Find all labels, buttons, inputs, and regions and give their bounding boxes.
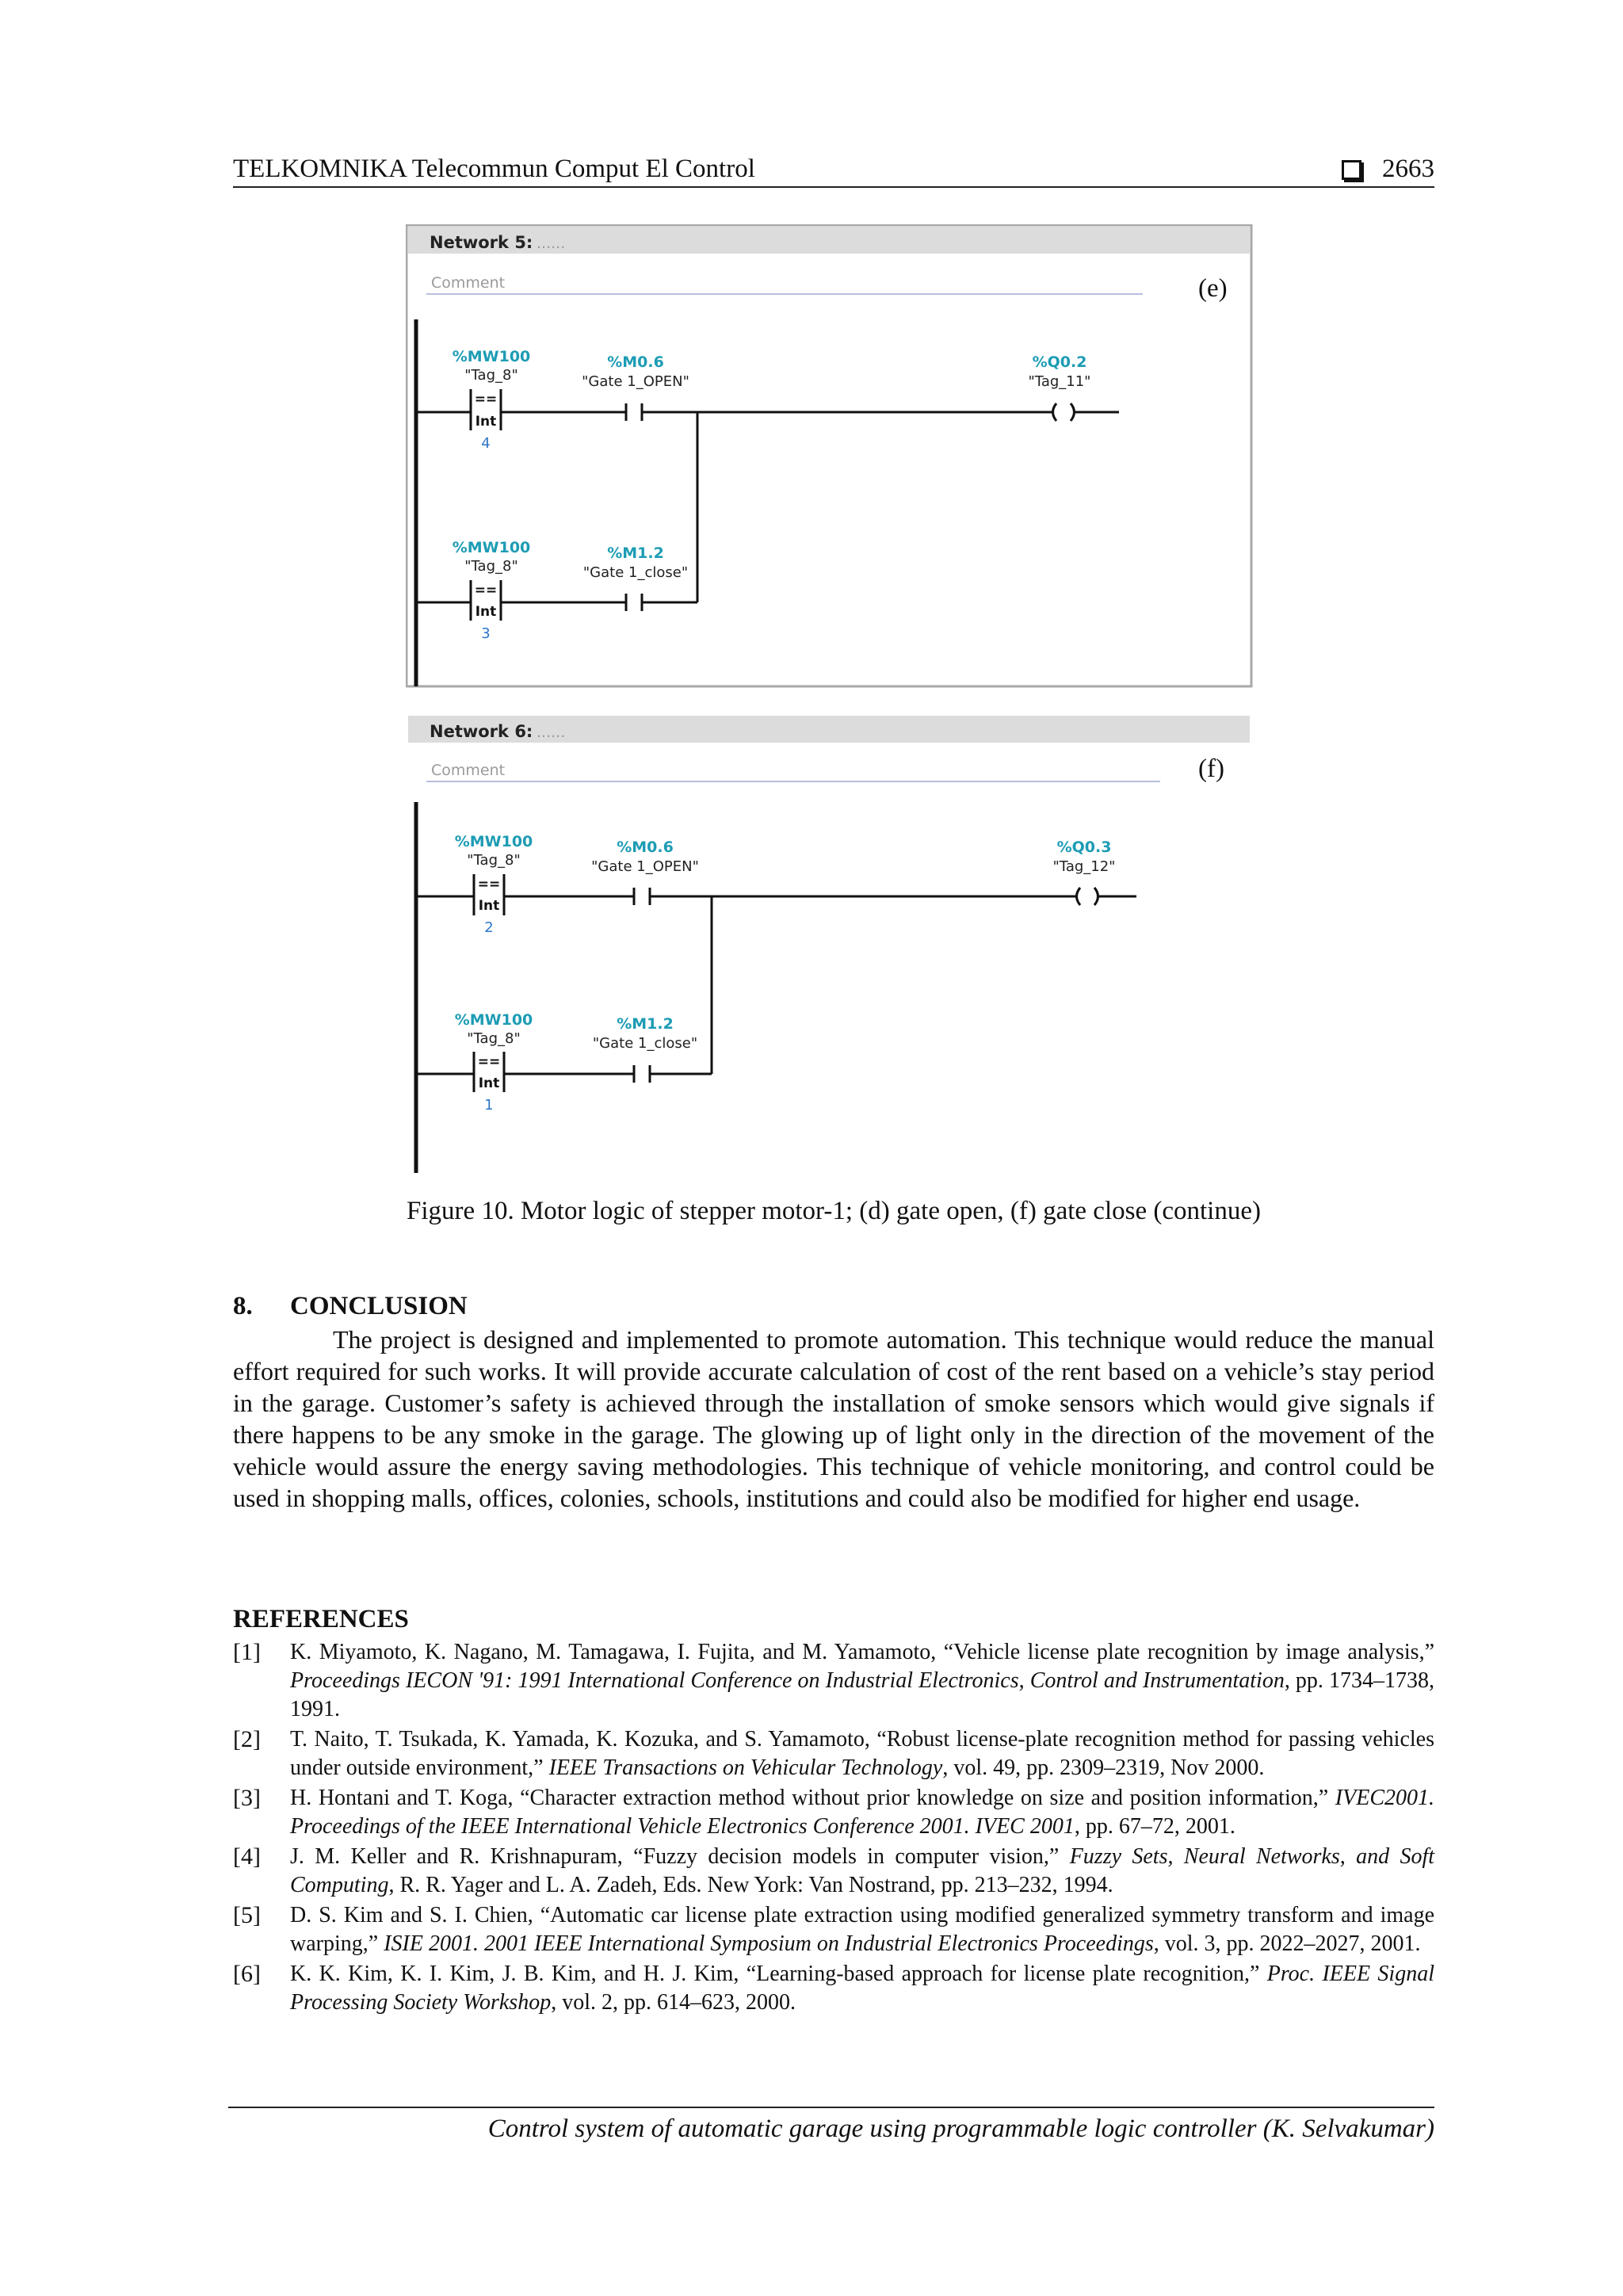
ladder-network-5 bbox=[406, 224, 1270, 692]
compare-type: Int bbox=[475, 604, 497, 620]
network-title: Network 6: bbox=[430, 722, 533, 741]
reference-number: [3] bbox=[233, 1785, 261, 1811]
reference-text: K. K. Kim, K. I. Kim, J. B. Kim, and H. J. Kim, “Learning-based approach for license plate recognition,” bbox=[290, 1962, 1267, 1986]
network-comment: Comment bbox=[431, 274, 506, 292]
running-header bbox=[233, 153, 1434, 188]
contact-tag: %M1.2 bbox=[607, 544, 664, 562]
coil-symbol: "Tag_11" bbox=[1028, 373, 1091, 390]
reference-venue: ISIE 2001. 2001 IEEE International Symposium on Industrial Electronics Proceedings bbox=[384, 1931, 1154, 1956]
reference-number: [1] bbox=[233, 1639, 261, 1665]
contact-symbol: "Gate 1_close" bbox=[582, 564, 689, 581]
contact-tag: %M0.6 bbox=[617, 839, 674, 856]
comment-box bbox=[426, 756, 1171, 781]
reference-venue: Proc. IEEE Signal Processing Society Workshop bbox=[290, 1962, 1434, 2015]
compare-operator: == bbox=[474, 583, 498, 598]
compare-operator: == bbox=[477, 1054, 501, 1070]
reference-item bbox=[233, 1843, 1434, 1900]
network-title: Network 5: bbox=[430, 233, 533, 252]
reference-number: [5] bbox=[233, 1902, 261, 1928]
section-title: CONCLUSION bbox=[290, 1292, 468, 1320]
network-comment: Comment bbox=[431, 762, 506, 779]
contact-symbol: "Gate 1_OPEN" bbox=[591, 858, 699, 875]
comment-box bbox=[426, 269, 1155, 294]
compare-symbol: "Tag_8" bbox=[467, 852, 521, 869]
reference-item bbox=[233, 1960, 1434, 2017]
compare-type: Int bbox=[478, 898, 500, 914]
compare-tag: %MW100 bbox=[454, 833, 533, 850]
reference-venue: IVEC2001. Proceedings of the IEEE International Vehicle Electronics Conference 2001. IVEC 2001 bbox=[290, 1786, 1434, 1839]
reference-venue: Fuzzy Sets, Neural Networks, and Soft Computing bbox=[290, 1844, 1435, 1897]
references-heading: REFERENCES bbox=[233, 1605, 409, 1633]
reference-details: , vol. 2, pp. 614–623, 2000. bbox=[551, 1990, 796, 2015]
coil-left bbox=[1077, 888, 1081, 905]
reference-text: T. Naito, T. Tsukada, K. Yamada, K. Kozuka, and S. Yamamoto, “Robust license-plate recognition method for passing vehicles under outside environment,” bbox=[290, 1727, 1434, 1780]
reference-item bbox=[233, 1784, 1434, 1841]
footer-title: Control system of automatic garage using programmable logic controller (K. Selvakumar) bbox=[487, 2115, 1434, 2143]
subfigure-label-e: (e) bbox=[1198, 274, 1228, 303]
reference-item bbox=[233, 1725, 1434, 1782]
reference-details: , pp. 1734–1738, 1991. bbox=[290, 1668, 1435, 1721]
compare-operator: == bbox=[477, 877, 501, 892]
running-footer bbox=[228, 2107, 1434, 2143]
compare-type: Int bbox=[478, 1075, 500, 1091]
compare-tag: %MW100 bbox=[454, 1011, 533, 1029]
reference-item bbox=[233, 1901, 1434, 1958]
journal-title: TELKOMNIKA Telecommun Comput El Control bbox=[233, 155, 755, 183]
network-title-dots: ...... bbox=[537, 724, 566, 741]
compare-symbol: "Tag_8" bbox=[464, 367, 518, 384]
coil-right bbox=[1094, 888, 1098, 905]
reference-number: [6] bbox=[233, 1961, 261, 1987]
compare-symbol: "Tag_8" bbox=[467, 1030, 521, 1047]
contact-tag: %M1.2 bbox=[617, 1015, 674, 1033]
coil-symbol: "Tag_12" bbox=[1052, 858, 1116, 875]
contact-symbol: "Gate 1_close" bbox=[592, 1035, 698, 1052]
compare-symbol: "Tag_8" bbox=[464, 558, 518, 575]
contact-tag: %M0.6 bbox=[607, 353, 664, 371]
reference-details: , vol. 3, pp. 2022–2027, 2001. bbox=[1153, 1931, 1421, 1956]
coil-tag: %Q0.3 bbox=[1056, 839, 1112, 856]
compare-value: 3 bbox=[481, 625, 491, 642]
network-title-dots: ...... bbox=[537, 235, 566, 252]
reference-text: K. Miyamoto, K. Nagano, M. Tamagawa, I. Fujita, and M. Yamamoto, “Vehicle license plate recognition by image analysis,” bbox=[290, 1640, 1434, 1664]
network-title-bar bbox=[408, 716, 1250, 743]
compare-tag: %MW100 bbox=[452, 539, 531, 556]
section-heading-conclusion bbox=[233, 1292, 1434, 1321]
reference-text: J. M. Keller and R. Krishnapuram, “Fuzzy decision models in computer vision,” bbox=[290, 1844, 1070, 1869]
compare-operator: == bbox=[474, 392, 498, 407]
coil-tag: %Q0.2 bbox=[1032, 353, 1087, 371]
subfigure-label-f: (f) bbox=[1198, 755, 1224, 783]
conclusion-paragraph: The project is designed and implemented to promote automation. This technique would reduce the manual effort required for such works. It will provide accurate calculation of cost of the rent based on a vehicle’s stay period in the garage. Customer’s safety is achieved through the installation of smoke sensors which would give signals if there happens to be any smoke in the garage. The glowing up of light only in the direction of the movement of the vehicle would assure the energy saving methodologies. This technique of vehicle monitoring, and control could be used in shopping malls, offices, colonies, schools, institutions and could also be modified for higher end usage. bbox=[233, 1325, 1434, 1512]
reference-item bbox=[233, 1638, 1434, 1724]
compare-value: 2 bbox=[484, 919, 494, 936]
reference-number: [4] bbox=[233, 1843, 261, 1870]
compare-value: 1 bbox=[484, 1097, 494, 1114]
figure-caption: Figure 10. Motor logic of stepper motor-1; (d) gate open, (f) gate close (continue) bbox=[407, 1197, 1261, 1225]
reference-details: , R. R. Yager and L. A. Zadeh, Eds. New York: Van Nostrand, pp. 213–232, 1994. bbox=[388, 1873, 1113, 1897]
reference-list bbox=[233, 1638, 1434, 2019]
reference-number: [2] bbox=[233, 1726, 261, 1752]
reference-text: D. S. Kim and S. I. Chien, “Automatic car license plate extraction using modified generalized symmetry transform and image warping,” bbox=[290, 1903, 1434, 1956]
page-number: 2663 bbox=[1382, 155, 1434, 183]
section-number: 8. bbox=[233, 1292, 253, 1320]
network-title-bar bbox=[408, 227, 1250, 254]
reference-venue: IEEE Transactions on Vehicular Technology bbox=[548, 1755, 943, 1780]
contact-symbol: "Gate 1_OPEN" bbox=[582, 373, 689, 390]
reference-text: H. Hontani and T. Koga, “Character extraction method without prior knowledge on size and position information,” bbox=[290, 1786, 1335, 1810]
compare-type: Int bbox=[475, 414, 497, 430]
reference-details: , pp. 67–72, 2001. bbox=[1074, 1814, 1235, 1839]
reference-venue: Proceedings IECON '91: 1991 International Conference on Industrial Electronics, Control and Instrumentation bbox=[290, 1668, 1285, 1693]
reference-details: , vol. 49, pp. 2309–2319, Nov 2000. bbox=[942, 1755, 1265, 1780]
ladder-network-6 bbox=[406, 713, 1270, 1181]
compare-tag: %MW100 bbox=[452, 348, 531, 365]
compare-value: 4 bbox=[481, 435, 491, 452]
square-bullet-icon bbox=[1342, 160, 1361, 180]
